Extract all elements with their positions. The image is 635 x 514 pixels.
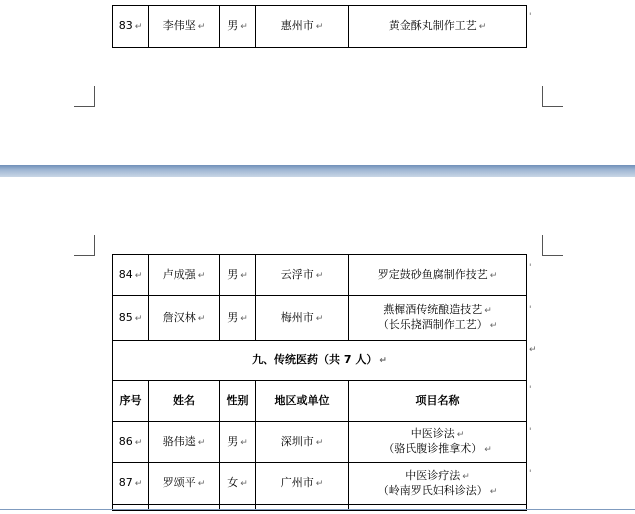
- inheritor-sex: 女 ↵: [220, 463, 256, 505]
- crop-mark: [542, 86, 563, 107]
- header-name: 姓名: [149, 381, 220, 422]
- row-end-mark: ': [529, 12, 532, 22]
- header-sex: 性别: [220, 381, 256, 422]
- row-end-mark: ': [529, 305, 532, 315]
- inheritor-sex: 男 ↵: [220, 6, 256, 48]
- header-project: 项目名称: [349, 381, 527, 422]
- project-name: 中医诊法 ↵ （骆氏腹诊推拿术） ↵: [349, 422, 527, 463]
- project-name: 罗定鼓砂鱼腐制作技艺 ↵: [349, 255, 527, 296]
- section-row: [113, 341, 527, 381]
- page-gap: [0, 165, 635, 177]
- row-number: 83 ↵: [113, 6, 149, 48]
- project-name: 燕樨酒传统酿造技艺 ↵ （长乐挠酒制作工艺） ↵: [349, 296, 527, 341]
- inheritor-region: 梅州市 ↵: [256, 296, 349, 341]
- inheritor-region: 云浮市 ↵: [256, 255, 349, 296]
- inheritor-table-top: [112, 5, 527, 48]
- inheritor-name: 李伟坚 ↵: [149, 6, 220, 48]
- inheritor-region: 广州市 ↵: [256, 463, 349, 505]
- inheritor-table: [112, 254, 527, 511]
- header-region: 地区或单位: [256, 381, 349, 422]
- row-end-mark: ': [529, 427, 532, 437]
- table-row: [113, 6, 527, 48]
- inheritor-sex: 男 ↵: [220, 422, 256, 463]
- header-number: 序号: [113, 381, 149, 422]
- crop-mark: [74, 235, 95, 256]
- crop-mark: [542, 235, 563, 256]
- section-title: 九、传统医药（共 7 人） ↵: [113, 341, 527, 381]
- row-number: 84 ↵: [113, 255, 149, 296]
- row-number: 86 ↵: [113, 422, 149, 463]
- inheritor-name: 骆伟逵 ↵: [149, 422, 220, 463]
- row-end-mark: ': [529, 263, 532, 273]
- project-name: 中医诊疗法 ↵ （岭南罗氏妇科诊法） ↵: [349, 463, 527, 505]
- status-divider: [0, 509, 635, 510]
- inheritor-region: 惠州市 ↵: [256, 6, 349, 48]
- inheritor-name: 罗颂平 ↵: [149, 463, 220, 505]
- row-end-mark: ↵: [529, 345, 537, 355]
- inheritor-sex: 男 ↵: [220, 255, 256, 296]
- inheritor-name: 卢成强 ↵: [149, 255, 220, 296]
- row-number: 87 ↵: [113, 463, 149, 505]
- table-row: [113, 255, 527, 296]
- table-row: [113, 296, 527, 341]
- row-number: 85 ↵: [113, 296, 149, 341]
- row-end-mark: ': [529, 469, 532, 479]
- inheritor-region: 深圳市 ↵: [256, 422, 349, 463]
- document-page-bottom: [0, 177, 635, 514]
- crop-mark: [74, 86, 95, 107]
- inheritor-sex: 男 ↵: [220, 296, 256, 341]
- table-row: [113, 422, 527, 463]
- document-page-top: [0, 0, 635, 165]
- header-row: [113, 381, 527, 422]
- inheritor-name: 詹汉林 ↵: [149, 296, 220, 341]
- table-row: [113, 463, 527, 505]
- project-name: 黄金酥丸制作工艺 ↵: [349, 6, 527, 48]
- row-end-mark: ': [529, 385, 532, 395]
